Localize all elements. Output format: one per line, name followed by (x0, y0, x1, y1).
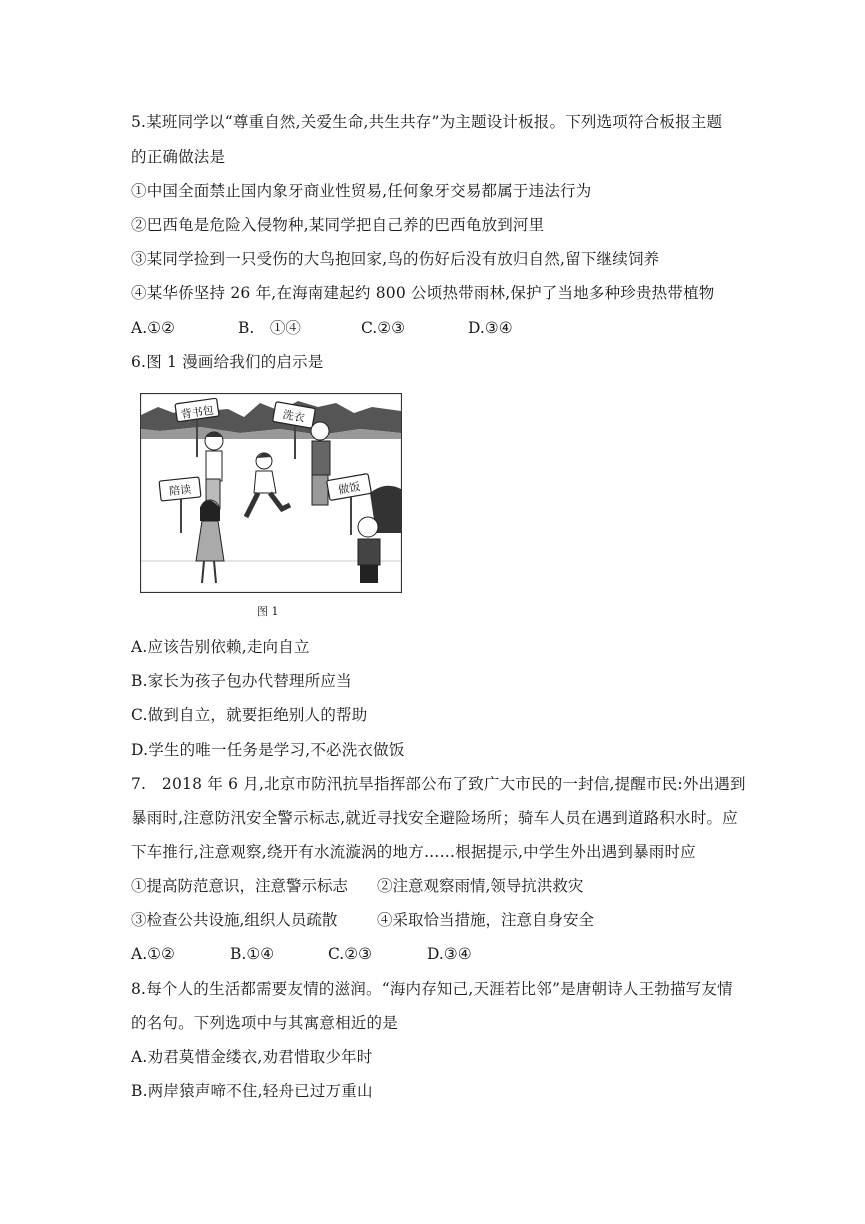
q6-option-c: C.做到自立，就要拒绝别人的帮助 (131, 706, 368, 724)
q5-option-d: D.③④ (468, 319, 513, 337)
q5-item-4: ④某华侨坚持 26 年,在海南建起约 800 公顷热带雨林,保护了当地多种珍贵热带植物 (131, 284, 715, 302)
q5-item-3: ③某同学捡到一只受伤的大鸟抱回家,鸟的伤好后没有放归自然,留下继续饲养 (131, 250, 660, 268)
q7-stem-line-1: 7. 2018 年 6 月,北京市防汛抗旱指挥部公布了致广大市民的一封信,提醒市民:外出遇到 (131, 775, 746, 793)
q7-option-c: C.②③ (328, 945, 373, 963)
q5-item-1: ①中国全面禁止国内象牙商业性贸易,任何象牙交易都属于违法行为 (131, 182, 592, 200)
q7-item-4: ④采取恰当措施，注意自身安全 (377, 911, 595, 929)
q8-stem-line-1: 8.每个人的生活都需要友情的滋润。“海内存知己,天涯若比邻”是唐朝诗人王勃描写友情 (131, 980, 733, 998)
q5-stem-line-2: 的正确做法是 (131, 148, 226, 166)
cartoon-illustration (140, 393, 402, 593)
q6-option-b: B.家长为孩子包办代替理所应当 (131, 672, 352, 690)
q8-option-a: A.劝君莫惜金缕衣,劝君惜取少年时 (131, 1048, 373, 1066)
q7-stem-line-2: 暴雨时,注意防汛安全警示标志,就近寻找安全避险场所；骑车人员在遇到道路积水时。应 (131, 809, 738, 827)
figure-1-cartoon (140, 393, 402, 593)
sign-cooking: 做饭 (337, 480, 362, 497)
q7-option-a: A.①② (131, 945, 175, 963)
q7-item-3: ③检查公共设施,组织人员疏散 (131, 911, 338, 929)
q5-option-b: B. ①④ (238, 319, 301, 337)
q7-stem-line-3: 下车推行,注意观察,绕开有水流漩涡的地方……根据提示,中学生外出遇到暴雨时应 (131, 843, 696, 861)
q6-option-d: D.学生的唯一任务是学习,不必洗衣做饭 (131, 741, 405, 759)
q8-option-b: B.两岸猿声啼不住,轻舟已过万重山 (131, 1082, 373, 1100)
q5-item-2: ②巴西龟是危险入侵物种,某同学把自己养的巴西龟放到河里 (131, 216, 545, 234)
sign-laundry: 洗衣 (281, 408, 306, 425)
q7-option-b: B.①④ (230, 945, 275, 963)
q7-item-1: ①提高防范意识，注意警示标志 (131, 877, 349, 895)
q7-item-2: ②注意观察雨情,领导抗洪救灾 (377, 877, 584, 895)
q5-option-c: C.②③ (361, 319, 406, 337)
q8-stem-line-2: 的名句。下列选项中与其寓意相近的是 (131, 1014, 398, 1032)
sign-backpack: 背书包 (180, 403, 215, 422)
q6-stem: 6.图 1 漫画给我们的启示是 (131, 353, 324, 371)
q6-option-a: A.应该告别依赖,走向自立 (131, 638, 310, 656)
sign-study: 陪读 (168, 482, 192, 499)
q5-stem-line-1: 5.某班同学以“尊重自然,关爱生命,共生共存”为主题设计板报。下列选项符合板报主题 (131, 113, 723, 131)
q5-option-a: A.①② (131, 319, 175, 337)
q7-option-d: D.③④ (427, 945, 472, 963)
figure-1-caption: 图 1 (257, 605, 279, 618)
